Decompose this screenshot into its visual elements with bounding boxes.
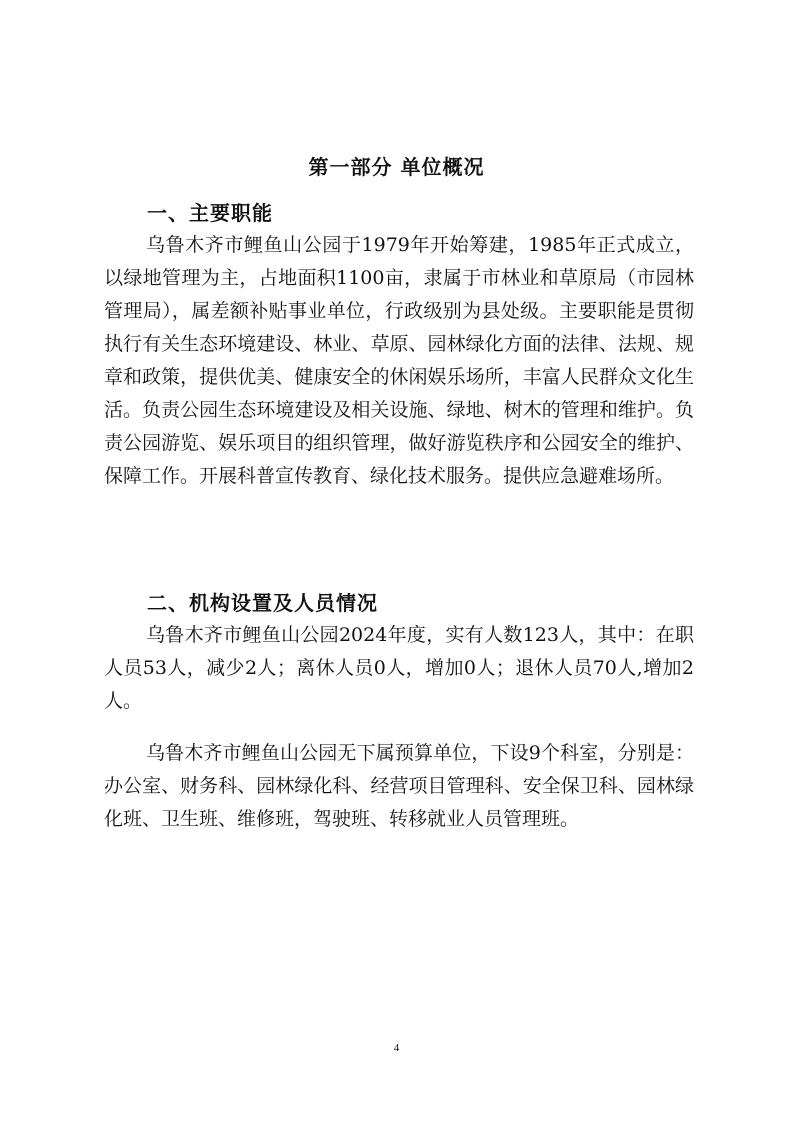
section-heading-main-functions: 一、主要职能	[147, 201, 273, 225]
page-title: 第一部分 单位概况	[308, 155, 485, 179]
section-heading-organization: 二、机构设置及人员情况	[147, 591, 378, 615]
page-number: 4	[393, 1042, 400, 1054]
paragraph-departments: 乌鲁木齐市鲤鱼山公园无下属预算单位，下设9个科室，分别是：办公室、财务科、园林绿化科、经营项目管理科、安全保卫科、园林绿化班、卫生班、维修班，驾驶班、转移就业人员管理班。	[104, 742, 694, 830]
paragraph-staffing: 乌鲁木齐市鲤鱼山公园2024年度，实有人数123人，其中：在职人员53人，减少2人；离休人员0人，增加0人；退休人员70人,增加2人。	[104, 624, 694, 712]
paragraph-main-functions: 乌鲁木齐市鲤鱼山公园于1979年开始筹建，1985年正式成立，以绿地管理为主，占地面积1100亩，隶属于市林业和草原局（市园林管理局），属差额补贴事业单位，行政级别为县处级。主要职能是贯彻执行有关生态环境建设、林业、草原、园林绿化方面的法律、法规、规章和政策，提供优美、健康安全的休闲娱乐场所，丰富人民群众文化生活。负责公园生态环境建设及相关设施、绿地、树木的管理和维护。负责公园游览、娱乐项目的组织管理，做好游览秩序和公园安全的维护、保障工作。开展科普宣传教育、绿化技术服务。提供应急避难场所。	[104, 234, 694, 487]
